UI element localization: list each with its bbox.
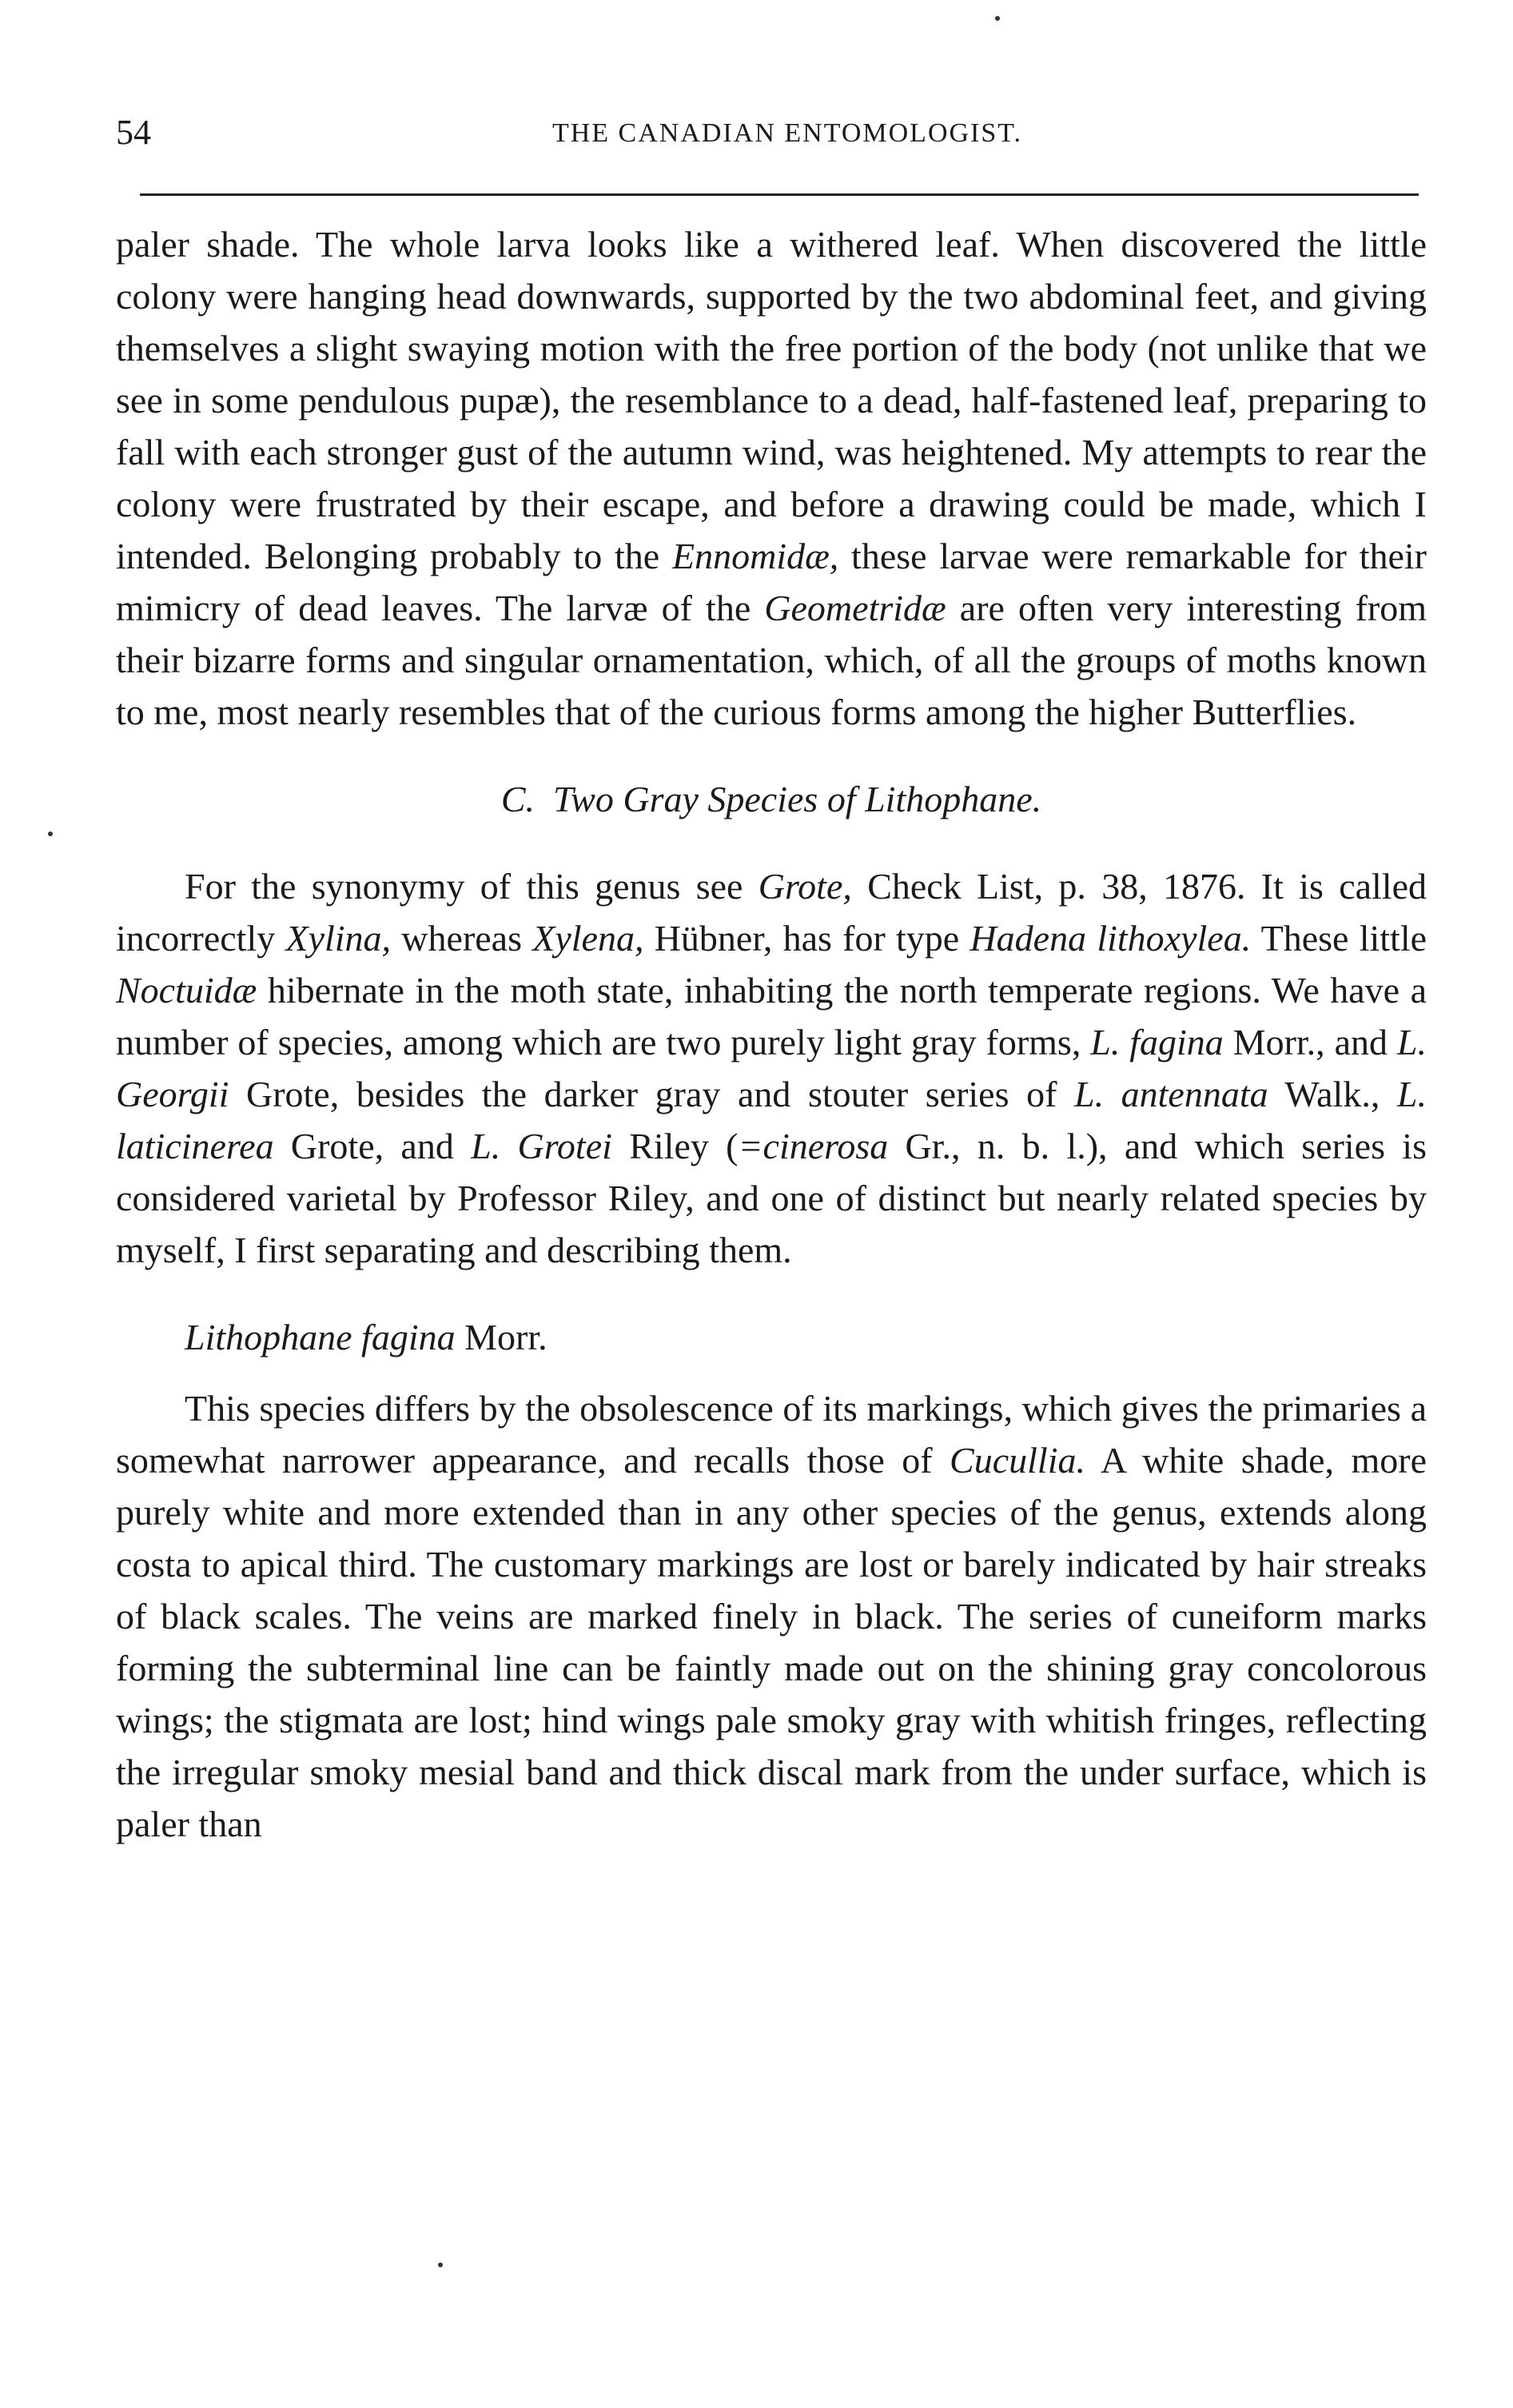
text-run: Morr., and [1223,1022,1397,1062]
text-run: A white shade, more purely white and more extended than in any other species of the genus, extends along costa to apical third. The customary markings are lost or barely indicated by hair streaks of black scales. The veins are marked finely in black. The series of cuneiform marks forming the subterminal line can be faintly made out on the shining gray concolorous wings; the stigmata are lost; hind wings pale smoky gray with whitish fringes, reflecting the irregular smoky mesial band and thick discal mark from the under surface, which is paler than [116,1440,1427,1844]
taxon-name: Noctuidæ [116,970,257,1011]
section-title: Two Gray Species of Lithophane. [553,779,1042,819]
text-run: For the synonymy of this genus see [185,866,758,907]
text-run: hibernate in the moth state, inhabiting the north temperate regions. We have a number of species, among which are two purely light gray forms, [116,970,1427,1062]
text-run: Walk., [1268,1074,1397,1114]
text-run: these larvae were remarkable for their mimicry of dead leaves. The larvæ of the [116,536,1427,628]
scan-speck [48,831,53,836]
page [116,112,1427,1850]
page-number: 54 [116,113,151,152]
journal-title: THE CANADIAN ENTOMOLOGIST. [551,118,1023,148]
text-run: These little [1251,918,1427,959]
paragraph-larva [116,218,1427,738]
text-run: Check List, p. 38, 1876. It is called incorrectly [116,866,1427,959]
text-run: are often very interesting from their bizarre forms and singular ornamentation, which, of all the groups of moths known to me, most nearly resembles that of the curious forms among the higher Butterflies. [116,588,1427,732]
section-heading [116,773,1427,825]
header-rule [140,193,1419,196]
paragraph-description [116,1382,1427,1850]
taxon-name: Ennomidæ, [671,536,839,576]
paragraph-synonymy [116,860,1427,1276]
text-run: Hübner, has for type [643,918,970,959]
taxon-name: L. fagina [1090,1022,1224,1062]
text-run: Riley ( [611,1126,739,1166]
scan-speck [438,2262,443,2267]
text-run: Gr., n. b. l.), and which series is considered varietal by Professor Riley, and one of distinct but nearly related species by myself, I first separating and describing them. [116,1126,1427,1270]
taxon-name: Xylena, [532,918,644,959]
taxon-name: L. Grotei [471,1126,612,1166]
text-run: whereas [391,918,533,959]
text-run: This species differs by the obsolescence of its markings, which gives the primaries a somewhat narrower appearance, and recalls those of [116,1388,1427,1481]
text-run: Grote, and [273,1126,472,1166]
taxon-name: L. antennata [1073,1074,1268,1114]
taxon-name: =cinerosa [738,1126,889,1166]
species-name: Lithophane fagina [185,1317,456,1357]
taxon-name: Hadena lithoxylea. [970,918,1252,959]
author-name: Grote, [758,866,852,907]
taxon-name: L. Georgii [116,1022,1427,1114]
text-run: Grote, besides the darker gray and stouter series of [229,1074,1074,1114]
taxon-name: Cucullia. [950,1440,1085,1481]
text-run: paler shade. The whole larva looks like a withered leaf. When discovered the little colony were hanging head downwards, supported by the two abdominal feet, and giving themselves a slight swaying motion with the free portion of the body (not unlike that we see in some pendulous pupæ), the resemblance to a dead, half-fastened leaf, preparing to fall with each stronger gust of the autumn wind, was heightened. My attempts to rear the colony were frustrated by their escape, and before a drawing could be made, which I intended. Belonging probably to the [116,224,1427,576]
taxon-name: L. laticinerea [116,1074,1427,1166]
scan-speck [995,16,1000,21]
species-author: Morr. [455,1317,547,1357]
running-head [116,112,1427,168]
taxon-name: Xylina, [285,918,392,959]
species-heading [185,1311,1427,1363]
taxon-name: Geometridæ [764,588,946,628]
section-letter: C. [500,779,535,819]
